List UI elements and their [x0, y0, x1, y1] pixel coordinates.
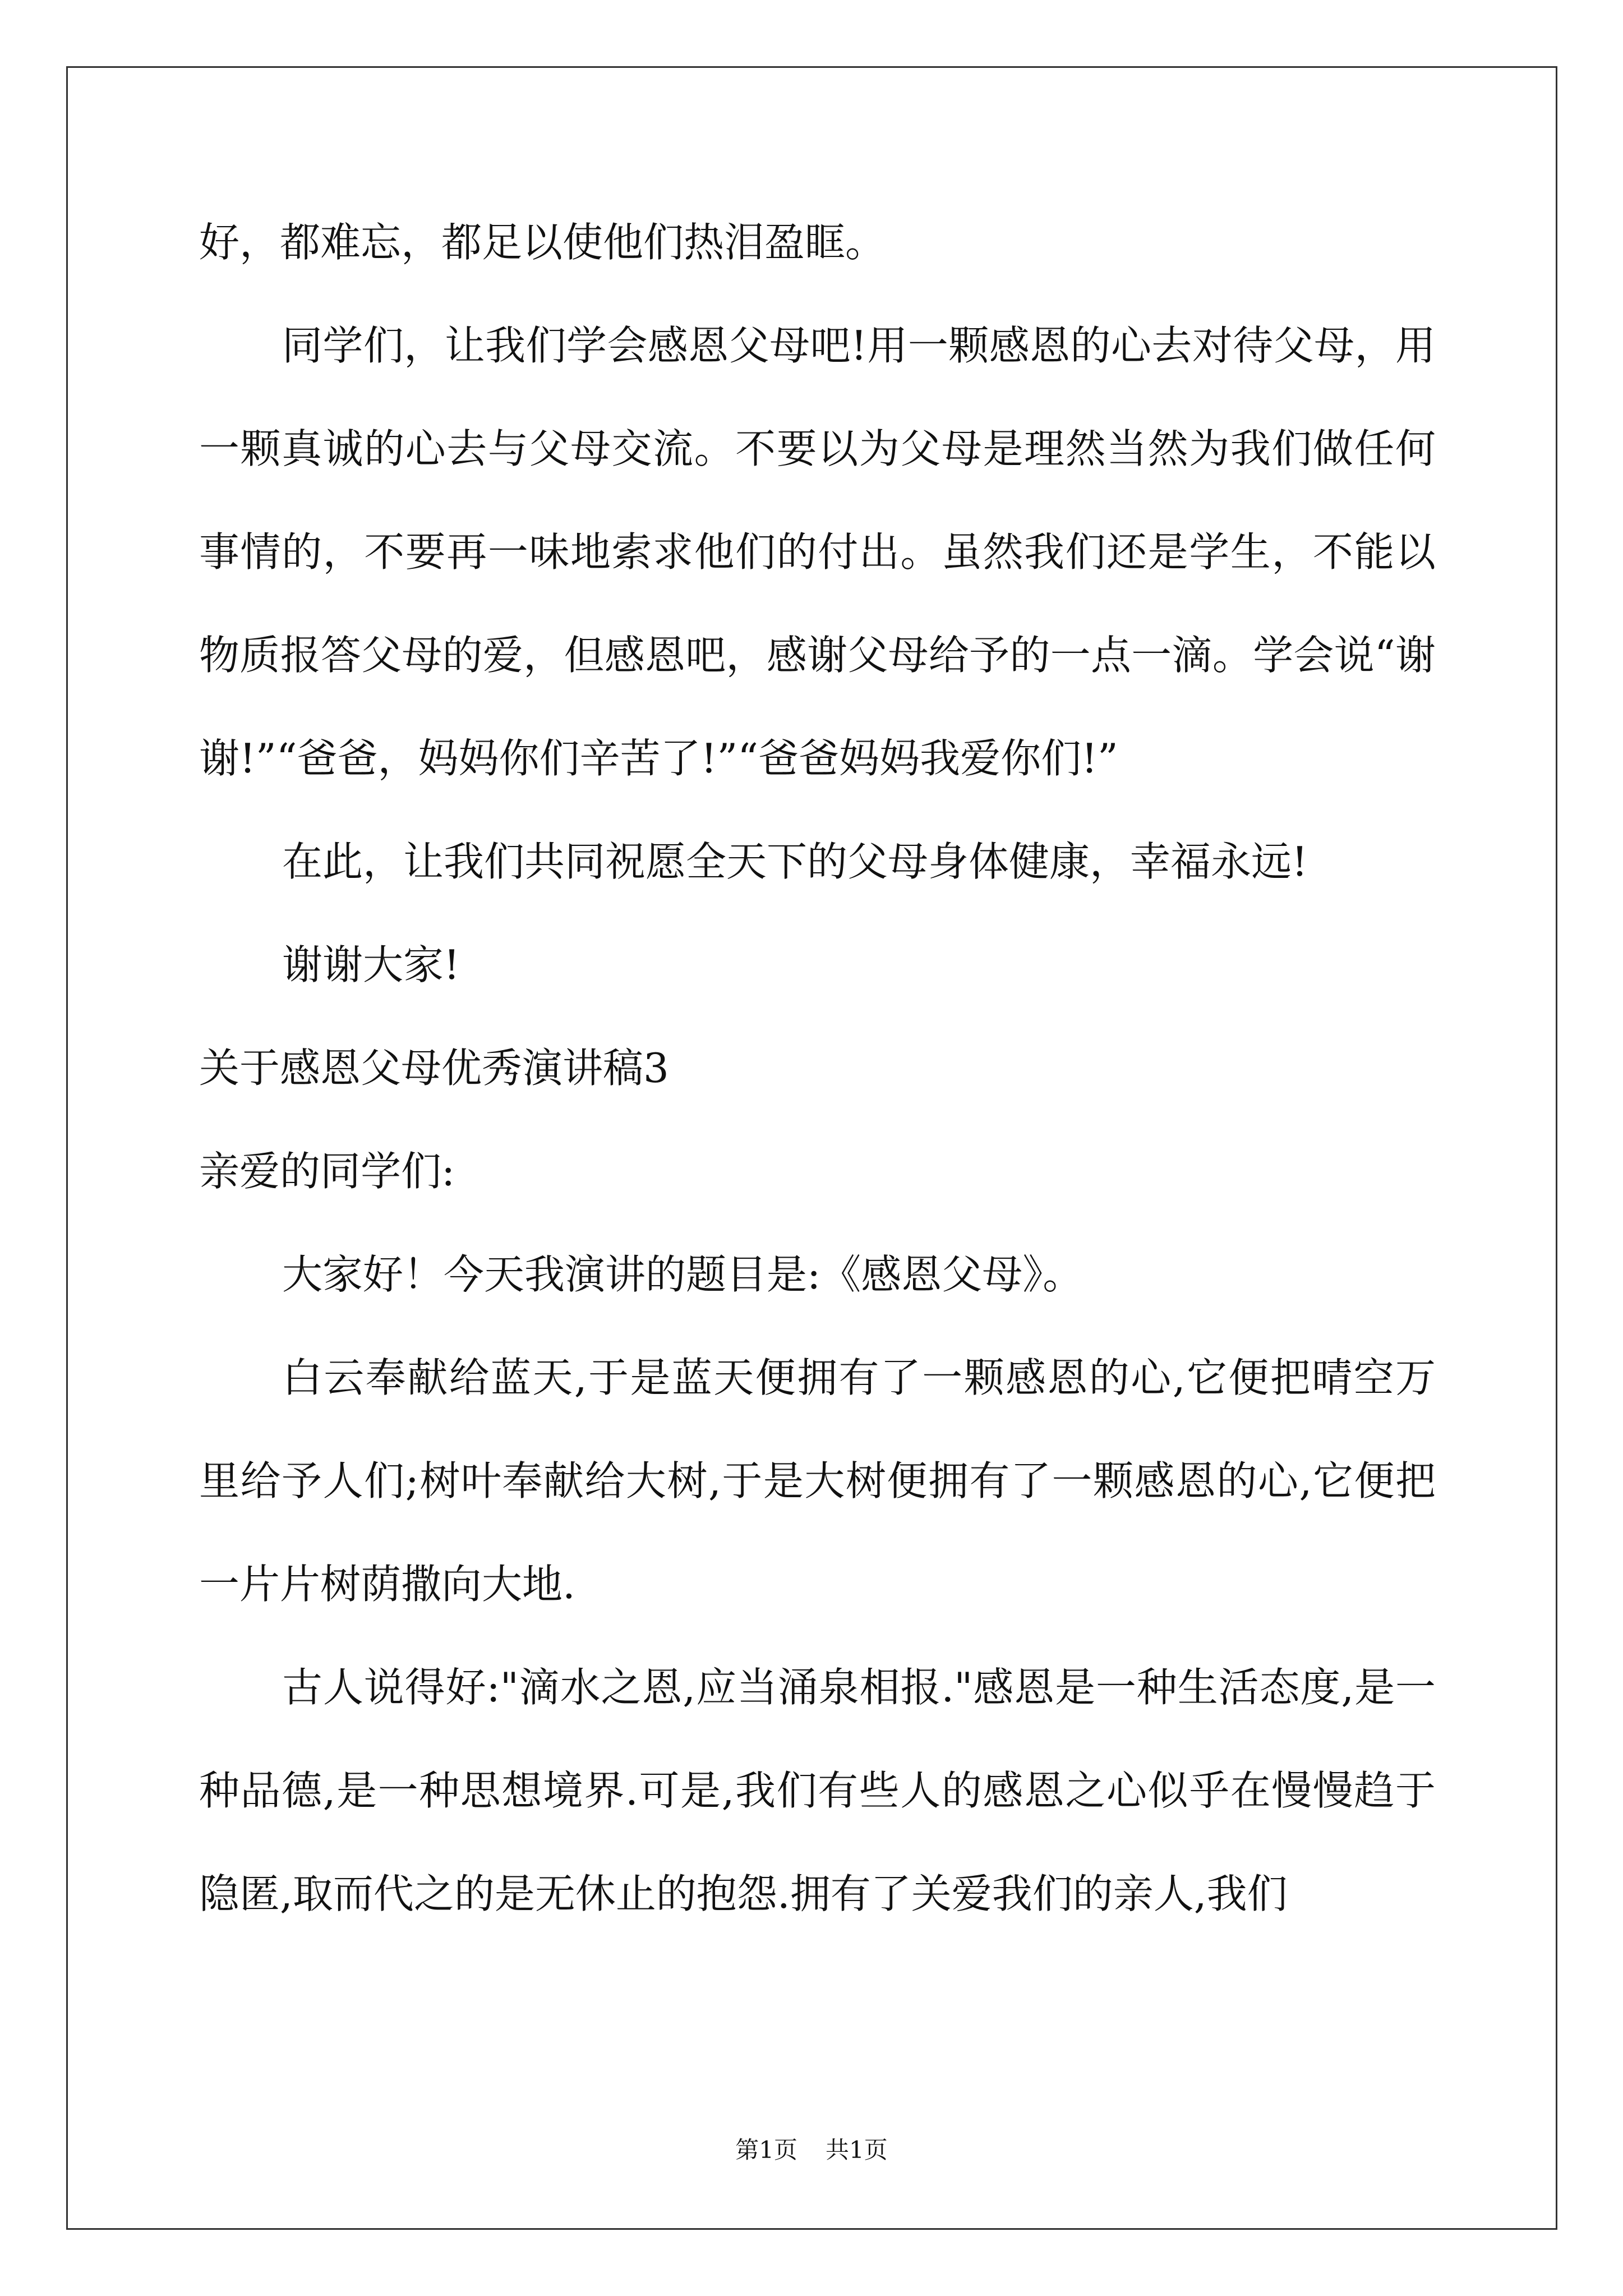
- page-total: 共1页: [826, 2136, 888, 2164]
- paragraph-blessing: 在此，让我们共同祝愿全天下的父母身体健康，幸福永远!: [282, 838, 1308, 885]
- section-heading: 关于感恩父母优秀演讲稿3: [199, 1045, 669, 1092]
- document-body: [199, 191, 1436, 1945]
- page-number: 第1页: [735, 2136, 797, 2164]
- paragraph-thanks: 谢谢大家!: [282, 941, 460, 988]
- paragraph-salutation: 亲爱的同学们:: [199, 1148, 455, 1195]
- paragraph-metaphor: 白云奉献给蓝天,于是蓝天便拥有了一颗感恩的心,它便把晴空万里给予人们;树叶奉献给大树,于是大树便拥有了一颗感恩的心,它便把一片片树荫撒向大地.: [199, 1354, 1436, 1608]
- paragraph-proverb: 古人说得好:"滴水之恩,应当涌泉相报."感恩是一种生活态度,是一种品德,是一种思想境界.可是,我们有些人的感恩之心似乎在慢慢趋于隐匿,取而代之的是无休止的抱怨.拥有了关爱我们的亲人,我们: [199, 1664, 1436, 1917]
- paragraph-gratitude-appeal: 同学们，让我们学会感恩父母吧!用一颗感恩的心去对待父母，用一颗真诚的心去与父母交流。不要以为父母是理然当然为我们做任何事情的，不要再一味地索求他们的付出。虽然我们还是学生，不能以物质报答父母的爱，但感恩吧，感谢父母给予的一点一滴。学会说“谢谢!”“爸爸，妈妈你们辛苦了!”“爸爸妈妈我爱你们!”: [199, 322, 1436, 782]
- page-footer: [0, 2132, 1623, 2165]
- paragraph-continuation: 好，都难忘，都足以使他们热泪盈眶。: [199, 219, 886, 266]
- paragraph-topic: 大家好！今天我演讲的题目是:《感恩父母》。: [282, 1251, 1083, 1298]
